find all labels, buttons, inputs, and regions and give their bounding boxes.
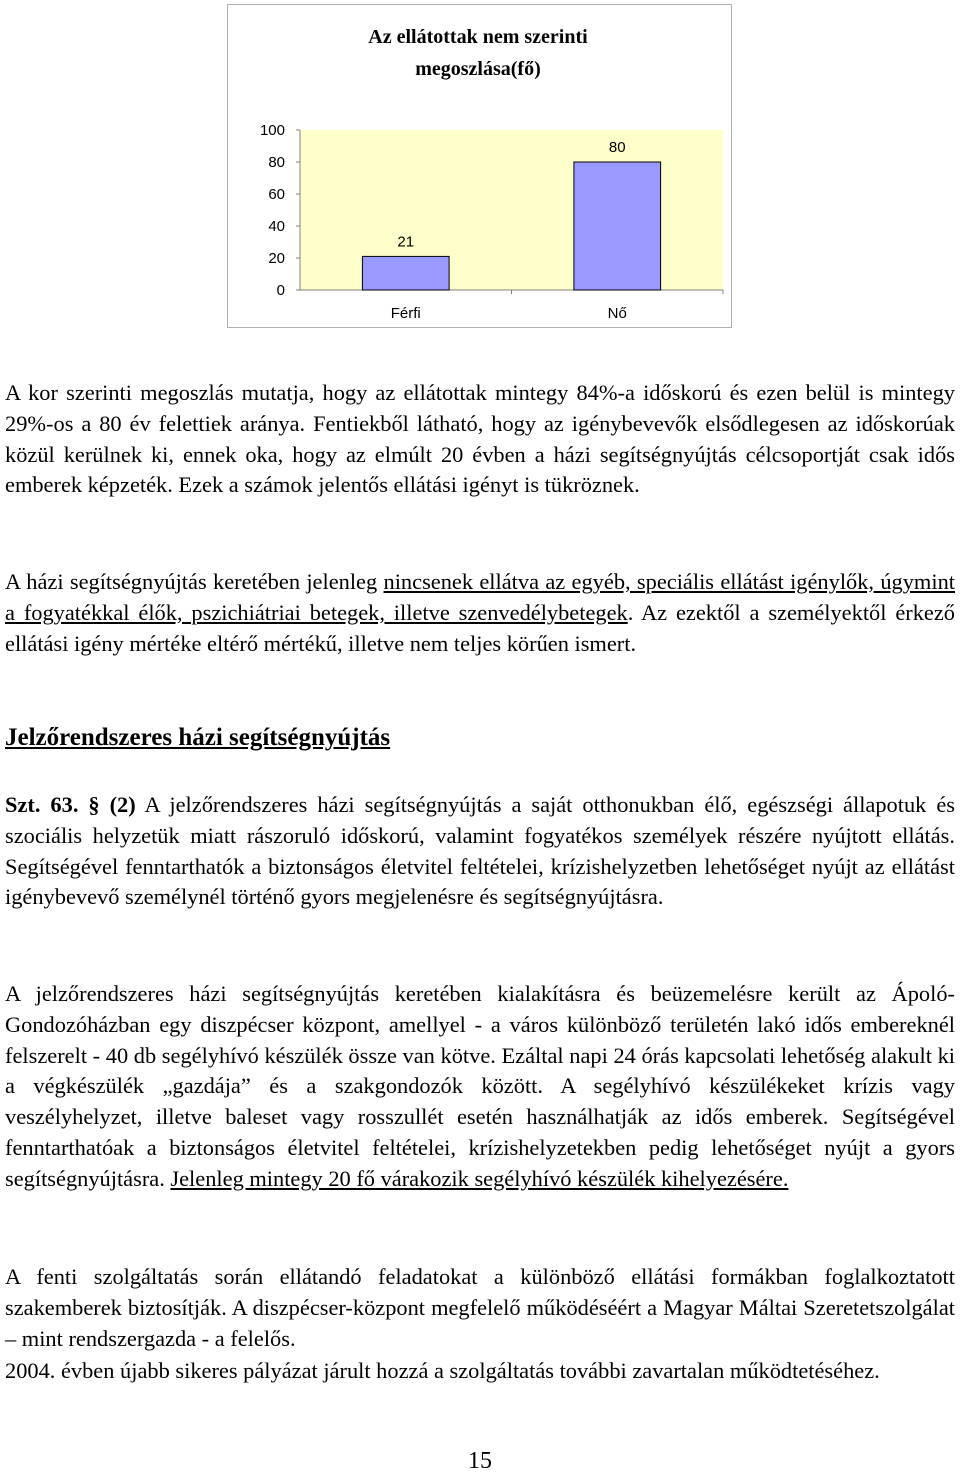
- bar-2: [574, 162, 661, 290]
- text-run: A házi segítségnyújtás keretében jelenleg: [5, 569, 384, 594]
- text-run: A jelzőrendszeres házi segítségnyújtás a saját otthonukban élő, egészségi állapotuk és szociális helyzetük miatt rászoruló időskorú, valamint fogyatékos személyek részére nyújtott ellátás. Segítségével fenntarthatók a biztonságos életvitel feltételei, krízishelyzetben lehetőséget nyújt az ellátást igénybevevő személynél történő gyors megjelenésre és segítségnyújtásra.: [5, 792, 955, 910]
- paragraph-legal-definition: [5, 790, 955, 913]
- gender-distribution-chart: [227, 4, 732, 328]
- y-tick-label: 20: [268, 250, 285, 267]
- paragraph-age-distribution: [5, 378, 955, 501]
- chart-title-line-1: Az ellátottak nem szerinti: [368, 26, 588, 48]
- underlined-text: Jelenleg mintegy 20 fő várakozik segélyhívó készülék kihelyezésére.: [170, 1165, 789, 1191]
- y-tick-label: 80: [268, 154, 285, 171]
- bar-value-label: 80: [608, 139, 626, 156]
- chart-title-line-2: megoszlása(fő): [415, 58, 541, 80]
- paragraph-text: A kor szerinti megoszlás mutatja, hogy az ellátottak mintegy 84%-a időskorú és ezen belül is mintegy 29%-os a 80 év felettiek aránya. Fentiekből látható, hogy az igénybevevők elsődlegesen az időskorúak közül kerülnek ki, ennek oka, hogy az elmúlt 20 évben a házi segítségnyújtás célcsoportját csak idős emberek képzeték. Ezek a számok jelentős ellátási igényt is tükröznek.: [5, 380, 955, 498]
- chart-svg: [228, 5, 731, 327]
- text-run: A jelzőrendszeres házi segítségnyújtás keretében kialakításra és beüzemelésre került az Ápoló- Gondozóházban egy diszpécser központ, amellyel - a város különböző területén lakó idős embereknél felszerelt - 40 db segélyhívó készülék össze van kötve. Ezáltal napi 24 órás kapcsolati lehetőség alakult ki a végkészülék „gazdája” és a szakgondozók között. A segélyhívó készülékeket krízis vagy veszélyhelyzet, illetve baleset vagy rosszullét esetén használhatják az idős emberek. Segítségével fenntarthatóak a biztonságos életvitel feltételei, krízishelyzetekben pedig lehetőséget nyújt a gyors segítségnyújtásra.: [5, 981, 955, 1191]
- paragraph-dispatch-center: [5, 979, 955, 1195]
- y-tick-label: 0: [276, 282, 285, 299]
- y-tick-label: 40: [268, 218, 285, 235]
- page-number: 15: [468, 1448, 492, 1474]
- paragraph-text: 2004. évben újabb sikeres pályázat járult hozzá a szolgáltatás további zavartalan működtetéséhez.: [5, 1358, 880, 1383]
- bar-1: [362, 256, 449, 290]
- section-heading: Jelzőrendszeres házi segítségnyújtás: [5, 724, 391, 751]
- legal-reference: Szt. 63. § (2): [5, 792, 136, 817]
- text-run: . Az ezektől a személyektől érkező ellátási igény mértéke eltérő mértékű, illetve nem teljes körűen ismert.: [5, 599, 955, 656]
- y-tick-label: 100: [259, 122, 285, 139]
- paragraph-staff: [5, 1262, 955, 1354]
- bar-value-label: 21: [397, 233, 415, 251]
- paragraph-text: [5, 790, 955, 913]
- paragraph-2004-grant: [5, 1356, 955, 1387]
- paragraph-text: A fenti szolgáltatás során ellátandó feladatokat a különböző ellátási formákban foglalkoztatott szakemberek biztosítják. A diszpécser-központ megfelelő működéséért a Magyar Máltai Szeretetszolgálat – mint rendszergazda - a felelős.: [5, 1264, 955, 1351]
- paragraph-text: [5, 567, 955, 659]
- paragraph-text: [5, 979, 955, 1195]
- x-category-label: Férfi: [390, 305, 421, 322]
- y-tick-label: 60: [268, 186, 285, 203]
- paragraph-unserved-needs: [5, 567, 955, 659]
- x-category-label: Nő: [607, 305, 627, 322]
- underlined-text: nincsenek ellátva az egyéb, speciális ellátást igénylők, úgymint a fogyatékkal élők, pszichiátriai betegek, illetve szenvedélybetegek: [5, 569, 955, 625]
